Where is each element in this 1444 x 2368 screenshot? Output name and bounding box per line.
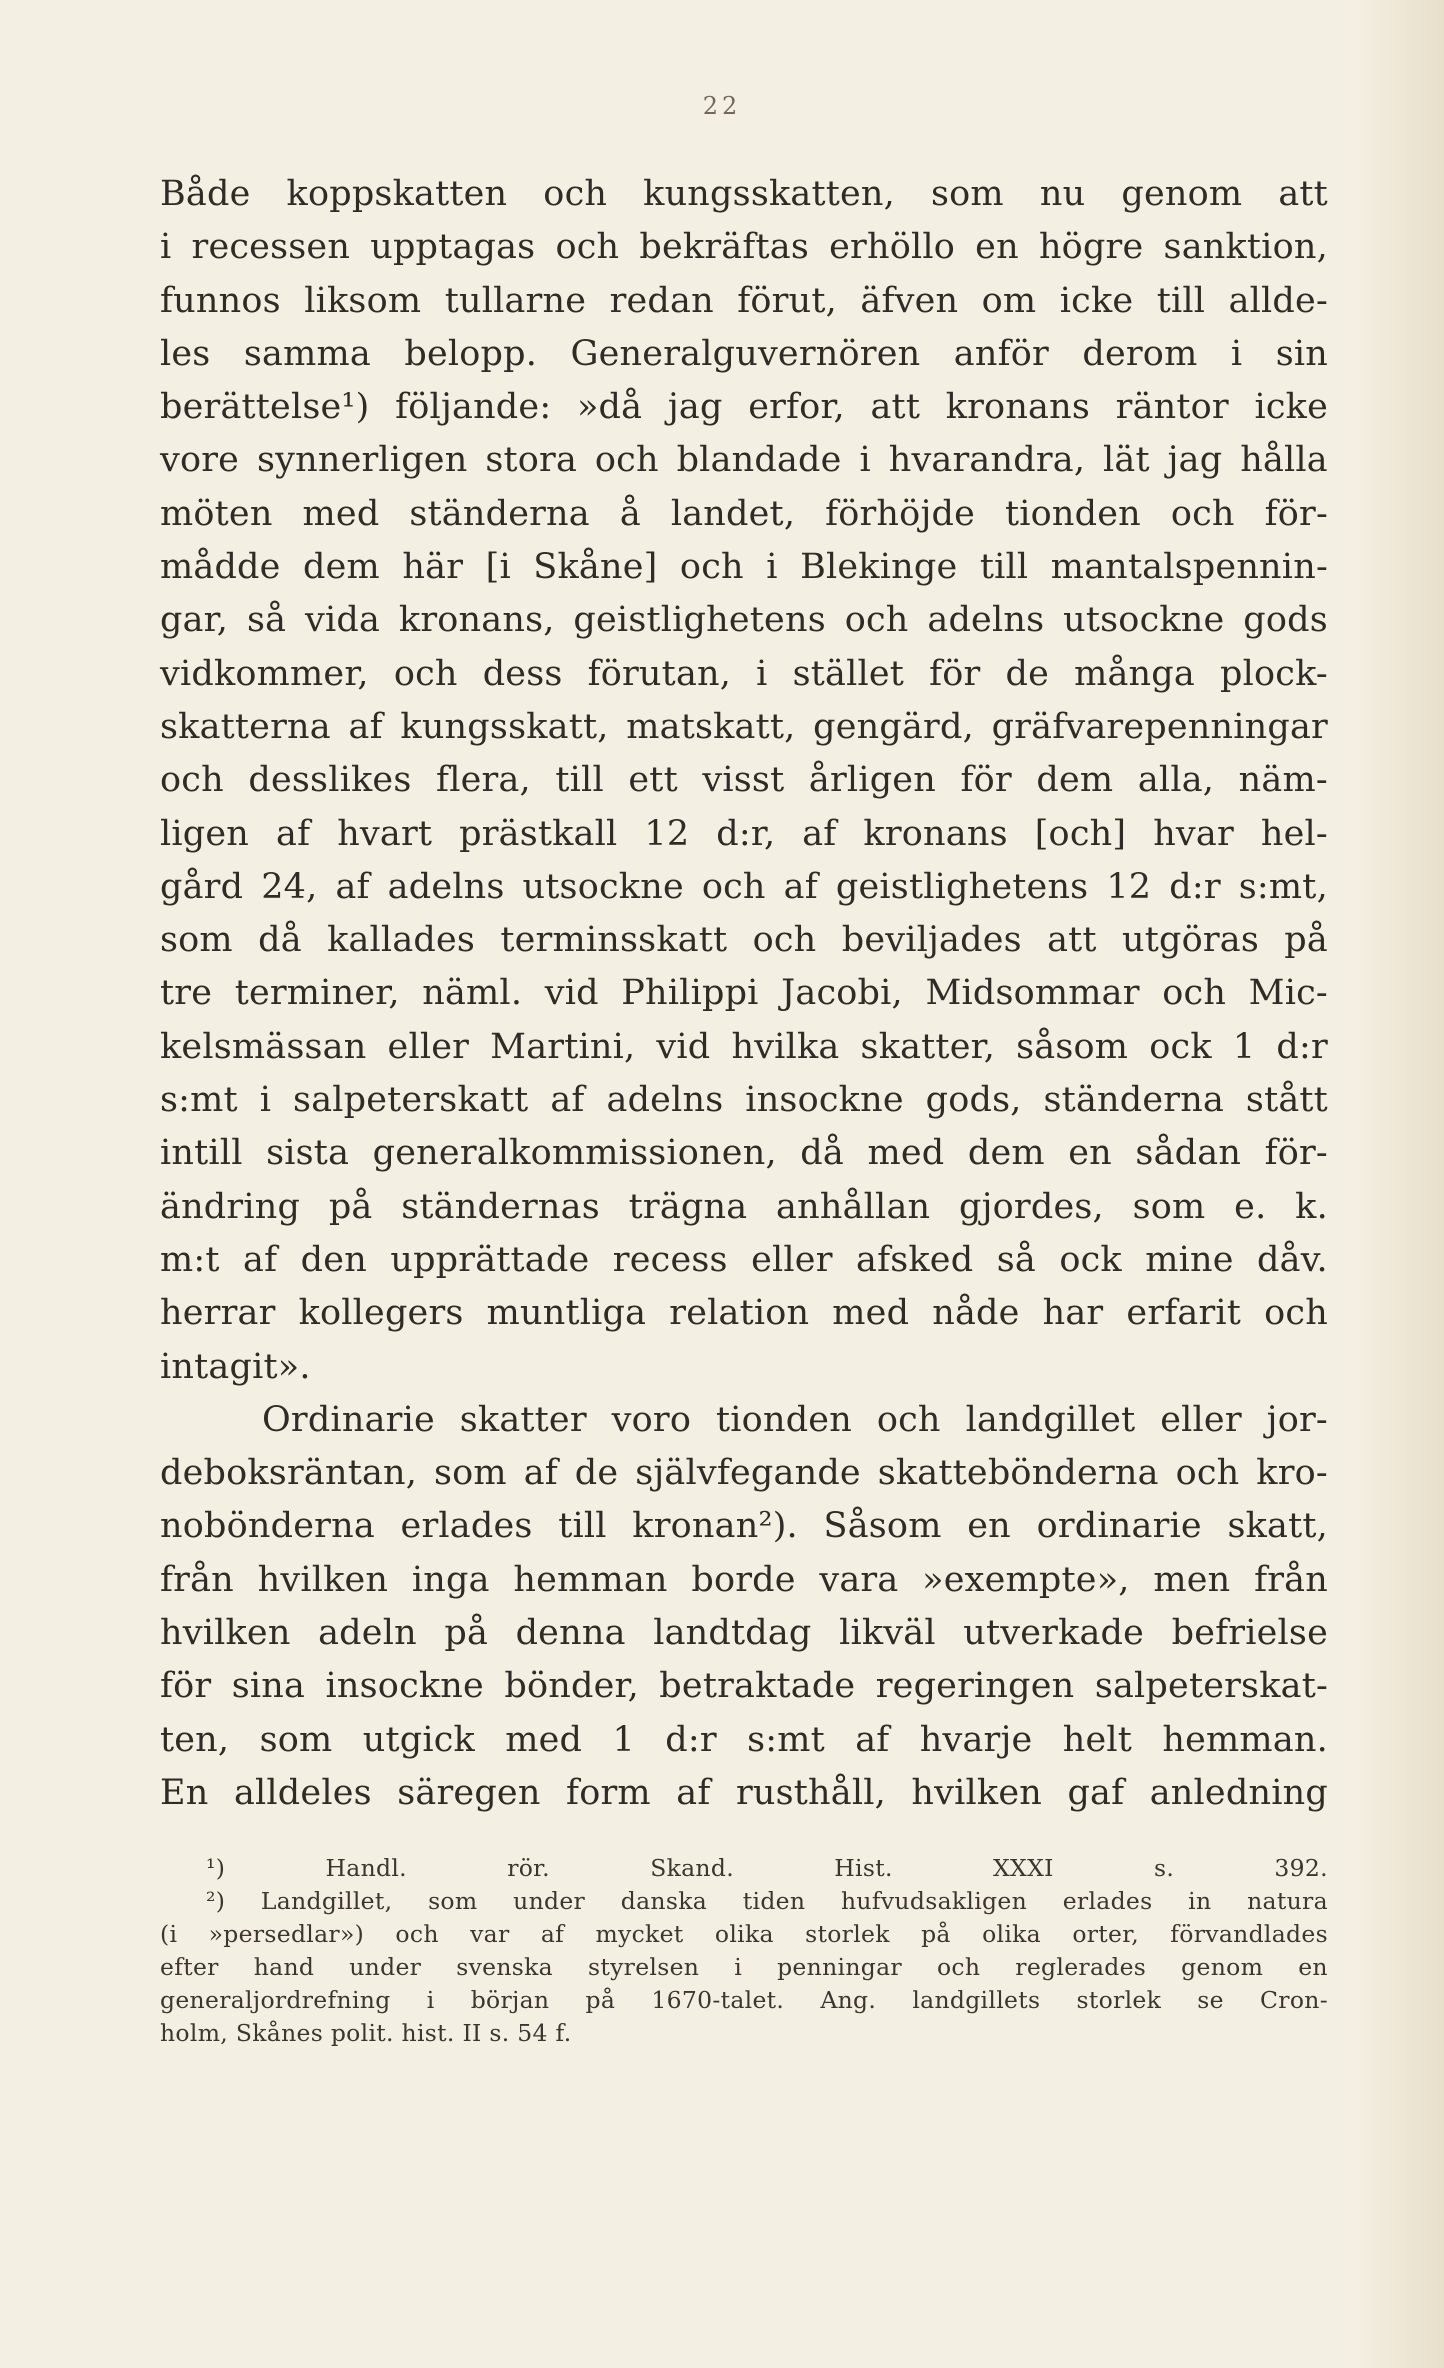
body-line: Både koppskatten och kungsskatten, som nu genom att xyxy=(160,174,1328,214)
body-line: ten, som utgick med 1 d:r s:mt af hvarje helt hemman. xyxy=(160,1719,1328,1760)
body-text xyxy=(160,168,1328,1820)
body-line: nobönderna erlades till kronan²). Såsom en ordinarie skatt, xyxy=(160,1506,1328,1547)
body-line: m:t af den upprättade recess eller afsked så ock mine dåv. xyxy=(160,1239,1328,1280)
body-line: vidkommer, och dess förutan, i stället för de många plock- xyxy=(160,653,1328,694)
body-line: intill sista generalkommissionen, då med dem en sådan för- xyxy=(160,1133,1328,1174)
body-line: hvilken adeln på denna landtdag likväl utverkade befrielse xyxy=(160,1613,1328,1654)
body-line: möten med ständerna å landet, förhöjde tionden och för- xyxy=(160,493,1328,534)
body-line: kelsmässan eller Martini, vid hvilka skatter, såsom ock 1 d:r xyxy=(160,1026,1328,1067)
footnote-line: ²) Landgillet, som under danska tiden hufvudsakligen erlades in natura xyxy=(206,1887,1328,1915)
body-line: ändring på ständernas trägna anhållan gjordes, som e. k. xyxy=(160,1186,1328,1227)
body-line: och desslikes flera, till ett visst årligen för dem alla, näm- xyxy=(160,760,1328,801)
body-line: gård 24, af adelns utsockne och af geistlighetens 12 d:r s:mt, xyxy=(160,866,1328,907)
body-line: En alldeles säregen form af rusthåll, hvilken gaf anledning xyxy=(160,1772,1328,1813)
body-line: mådde dem här [i Skåne] och i Blekinge till mantalspennin- xyxy=(160,547,1328,588)
body-line: les samma belopp. Generalguvernören anför derom i sin xyxy=(160,333,1328,374)
body-line: herrar kollegers muntliga relation med nåde har erfarit och xyxy=(160,1293,1328,1334)
body-line: vore synnerligen stora och blandade i hvarandra, lät jag hålla xyxy=(160,440,1328,481)
footnote-line: ¹) Handl. rör. Skand. Hist. XXXI s. 392. xyxy=(206,1854,1328,1882)
footnote-line: efter hand under svenska styrelsen i penningar och reglerades genom en xyxy=(160,1953,1328,1981)
body-line: tre terminer, näml. vid Philippi Jacobi, Midsommar och Mic- xyxy=(160,973,1328,1014)
body-line: intagit». xyxy=(160,1346,311,1387)
body-line: deboksräntan, som af de självfegande skattebönderna och kro- xyxy=(160,1453,1328,1494)
footnotes xyxy=(160,1852,1328,2050)
footnote-line: (i »persedlar») och var af mycket olika storlek på olika orter, förvandlades xyxy=(160,1920,1328,1948)
body-line: ligen af hvart prästkall 12 d:r, af kronans [och] hvar hel- xyxy=(160,813,1328,854)
footnote-line: generaljordrefning i början på 1670-talet. Ang. landgillets storlek se Cron- xyxy=(160,1986,1328,2014)
body-line: gar, så vida kronans, geistlighetens och adelns utsockne gods xyxy=(160,600,1328,641)
body-line: funnos liksom tullarne redan förut, äfven om icke till allde- xyxy=(160,280,1328,321)
footnote-line: holm, Skånes polit. hist. II s. 54 f. xyxy=(160,2019,572,2047)
body-line: som då kallades terminsskatt och beviljades att utgöras på xyxy=(160,920,1328,961)
body-line: för sina insockne bönder, betraktade regeringen salpeterskat- xyxy=(160,1666,1328,1707)
body-line: berättelse¹) följande: »då jag erfor, att kronans räntor icke xyxy=(160,387,1328,428)
body-line: från hvilken inga hemman borde vara »exempte», men från xyxy=(160,1559,1328,1600)
body-line: Ordinarie skatter voro tionden och landgillet eller jor- xyxy=(262,1399,1328,1440)
body-line: s:mt i salpeterskatt af adelns insockne gods, ständerna stått xyxy=(160,1080,1328,1121)
body-line: i recessen upptagas och bekräftas erhöllo en högre sanktion, xyxy=(160,227,1328,268)
body-line: skatterna af kungsskatt, matskatt, gengärd, gräfvarepenningar xyxy=(160,706,1328,747)
page-number: 22 xyxy=(702,92,742,120)
